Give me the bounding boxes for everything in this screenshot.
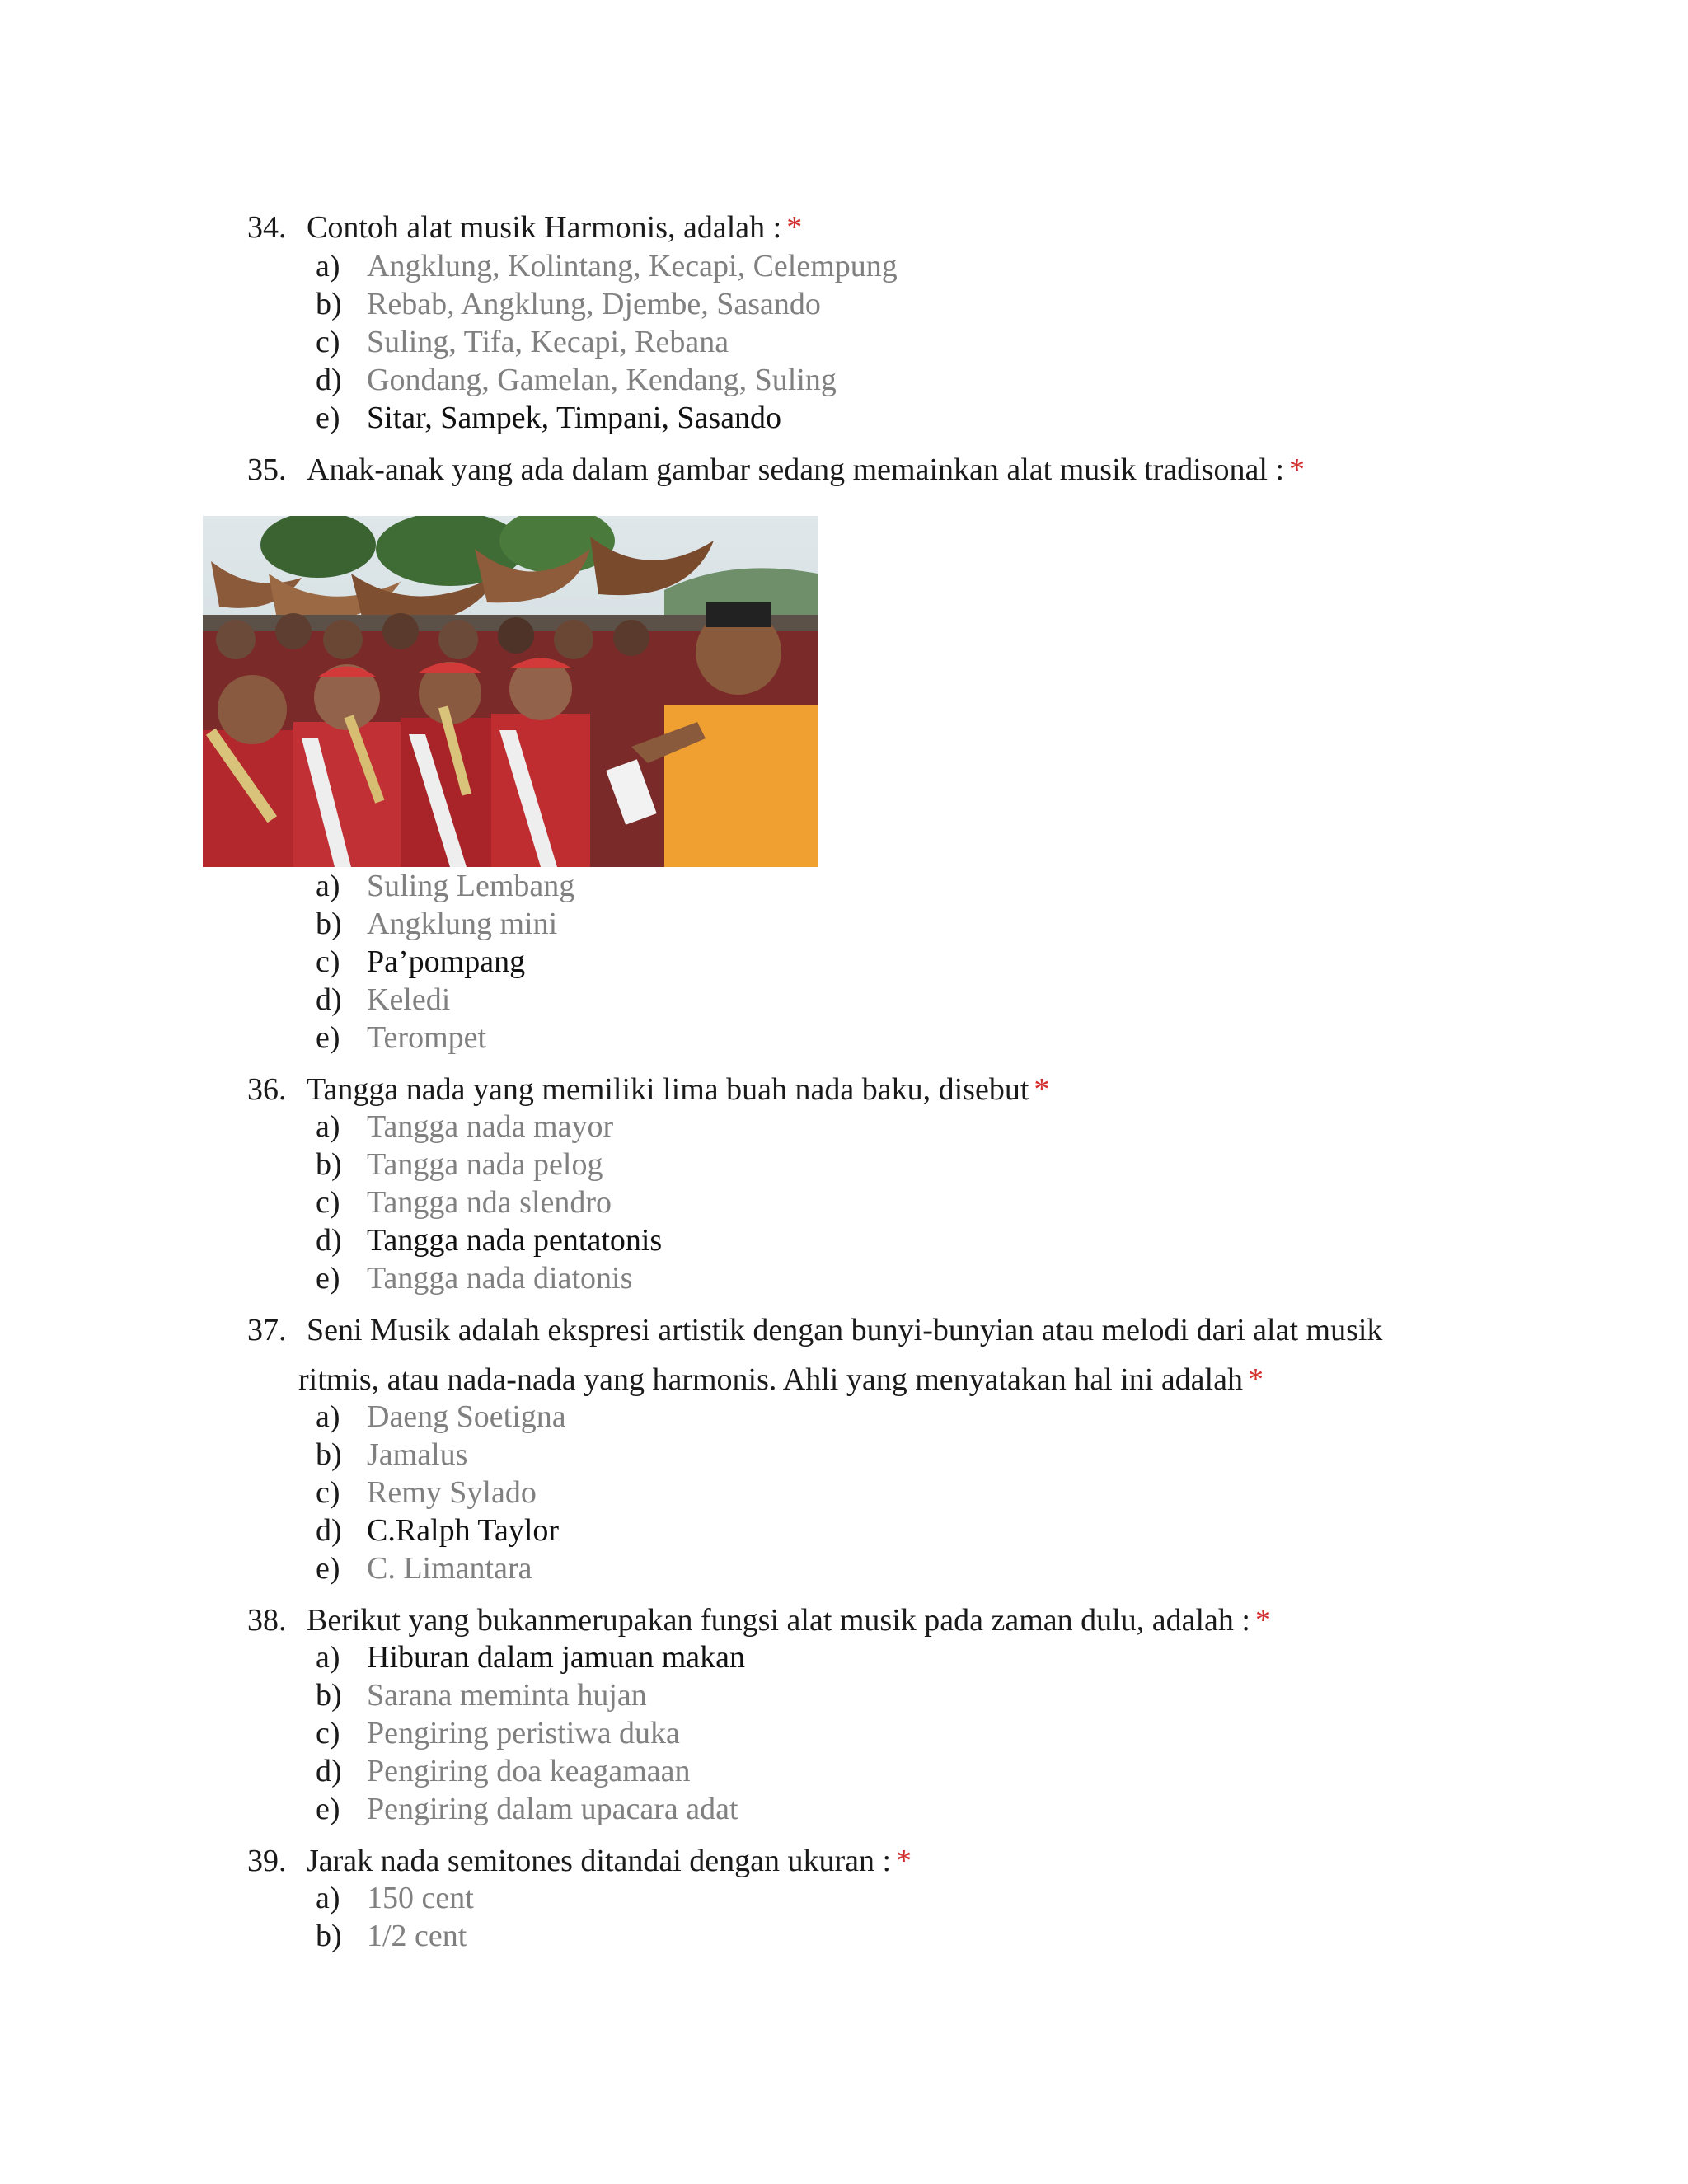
option-letter: e) — [316, 1551, 340, 1586]
option-letter: d) — [316, 982, 342, 1017]
option-letter: a) — [316, 1399, 340, 1434]
required-star: * — [1254, 1603, 1271, 1638]
option-35-e[interactable] — [316, 1019, 486, 1057]
option-37-d[interactable] — [316, 1511, 559, 1549]
option-text: Tangga nada diatonis — [367, 1261, 633, 1296]
option-text: Angklung mini — [367, 907, 558, 941]
option-letter: b) — [316, 1437, 342, 1472]
option-letter: a) — [316, 1640, 340, 1675]
option-text: Terompet — [367, 1020, 487, 1055]
option-letter: d) — [316, 363, 342, 397]
option-text: Sitar, Sampek, Timpani, Sasando — [367, 401, 782, 435]
option-text: Sarana meminta hujan — [367, 1678, 647, 1713]
option-letter: c) — [316, 944, 340, 979]
option-34-a[interactable] — [316, 247, 898, 285]
question-37 — [247, 1310, 1533, 1399]
option-text: C.Ralph Taylor — [367, 1513, 560, 1548]
option-letter: c) — [316, 1716, 340, 1750]
required-star: * — [896, 1844, 912, 1878]
option-text: Tangga nada pelog — [367, 1147, 603, 1182]
option-letter: a) — [316, 1109, 340, 1144]
option-37-a[interactable] — [316, 1398, 566, 1436]
option-text: Remy Sylado — [367, 1475, 537, 1510]
option-text: Angklung, Kolintang, Kecapi, Celempung — [367, 249, 898, 284]
question-36 — [247, 1070, 1533, 1109]
option-letter: a) — [316, 1881, 340, 1915]
option-letter: e) — [316, 1792, 340, 1826]
option-letter: e) — [316, 1261, 340, 1296]
option-38-d[interactable] — [316, 1752, 691, 1790]
question-text: Berikut yang bukanmerupakan fungsi alat musik pada zaman dulu, adalah : — [307, 1603, 1250, 1638]
question-39 — [247, 1841, 1533, 1881]
question-text: Seni Musik adalah ekspresi artistik dengan bunyi-bunyian atau melodi dari alat musik — [307, 1313, 1383, 1347]
option-text: 150 cent — [367, 1881, 474, 1915]
option-35-a[interactable] — [316, 867, 574, 905]
option-35-c[interactable] — [316, 943, 525, 981]
option-39-b[interactable] — [316, 1917, 467, 1955]
option-37-e[interactable] — [316, 1549, 532, 1587]
required-star: * — [1289, 452, 1306, 487]
question-text: Tangga nada yang memiliki lima buah nada baku, disebut — [307, 1072, 1029, 1107]
option-letter: c) — [316, 1475, 340, 1510]
option-letter: d) — [316, 1754, 342, 1788]
question-text: Anak-anak yang ada dalam gambar sedang memainkan alat musik tradisonal : — [307, 452, 1285, 487]
option-letter: b) — [316, 1147, 342, 1182]
question-text: Contoh alat musik Harmonis, adalah : — [307, 210, 782, 245]
option-text: Daeng Soetigna — [367, 1399, 566, 1434]
option-text: Rebab, Angklung, Djembe, Sasando — [367, 287, 821, 321]
question-35 — [247, 450, 1533, 490]
question-number: 35. — [247, 452, 287, 487]
option-letter: e) — [316, 1020, 340, 1055]
question-text-line-2: ritmis, atau nada-nada yang harmonis. Ahli yang menyatakan hal ini adalah — [298, 1362, 1243, 1397]
option-38-c[interactable] — [316, 1714, 680, 1752]
option-letter: a) — [316, 869, 340, 903]
required-star: * — [1247, 1362, 1264, 1397]
option-36-b[interactable] — [316, 1146, 603, 1183]
option-38-a[interactable] — [316, 1638, 745, 1676]
option-letter: c) — [316, 325, 340, 359]
question-38 — [247, 1601, 1533, 1640]
option-34-c[interactable] — [316, 323, 729, 361]
option-letter: d) — [316, 1513, 342, 1548]
option-36-e[interactable] — [316, 1259, 632, 1297]
question-number: 36. — [247, 1072, 287, 1107]
question-photo-children-playing-instruments — [203, 516, 818, 867]
option-text: Keledi — [367, 982, 451, 1017]
option-text: Jamalus — [367, 1437, 468, 1472]
option-38-e[interactable] — [316, 1790, 738, 1828]
option-letter: b) — [316, 1919, 342, 1953]
option-34-d[interactable] — [316, 361, 837, 399]
option-text: Tangga nada pentatonis — [367, 1223, 663, 1258]
required-star: * — [786, 210, 803, 245]
option-34-b[interactable] — [316, 285, 821, 323]
option-letter: b) — [316, 287, 342, 321]
option-36-c[interactable] — [316, 1183, 612, 1221]
option-text: Pengiring doa keagamaan — [367, 1754, 691, 1788]
option-text: Suling Lembang — [367, 869, 575, 903]
option-37-b[interactable] — [316, 1436, 467, 1474]
option-text: 1/2 cent — [367, 1919, 467, 1953]
option-text: C. Limantara — [367, 1551, 532, 1586]
required-star: * — [1034, 1072, 1050, 1107]
option-text: Tangga nada mayor — [367, 1109, 614, 1144]
option-letter: e) — [316, 401, 340, 435]
question-number: 34. — [247, 210, 287, 245]
option-35-d[interactable] — [316, 981, 450, 1019]
option-text: Pa’pompang — [367, 944, 526, 979]
option-letter: b) — [316, 1678, 342, 1713]
option-36-d[interactable] — [316, 1221, 662, 1259]
question-text: Jarak nada semitones ditandai dengan ukuran : — [307, 1844, 892, 1878]
option-39-a[interactable] — [316, 1879, 474, 1917]
option-text: Hiburan dalam jamuan makan — [367, 1640, 746, 1675]
option-text: Pengiring dalam upacara adat — [367, 1792, 738, 1826]
option-37-c[interactable] — [316, 1474, 537, 1511]
option-letter: c) — [316, 1185, 340, 1220]
option-35-b[interactable] — [316, 905, 557, 943]
question-number: 38. — [247, 1603, 287, 1638]
question-number: 39. — [247, 1844, 287, 1878]
option-text: Suling, Tifa, Kecapi, Rebana — [367, 325, 729, 359]
option-letter: b) — [316, 907, 342, 941]
question-34 — [247, 208, 1533, 247]
option-34-e[interactable] — [316, 399, 781, 437]
option-36-a[interactable] — [316, 1108, 613, 1146]
option-text: Gondang, Gamelan, Kendang, Suling — [367, 363, 837, 397]
question-text-continued — [247, 1360, 1533, 1399]
option-text: Tangga nda slendro — [367, 1185, 612, 1220]
option-letter: d) — [316, 1223, 342, 1258]
question-number: 37. — [247, 1313, 287, 1347]
option-text: Pengiring peristiwa duka — [367, 1716, 680, 1750]
option-letter: a) — [316, 249, 340, 284]
option-38-b[interactable] — [316, 1676, 647, 1714]
